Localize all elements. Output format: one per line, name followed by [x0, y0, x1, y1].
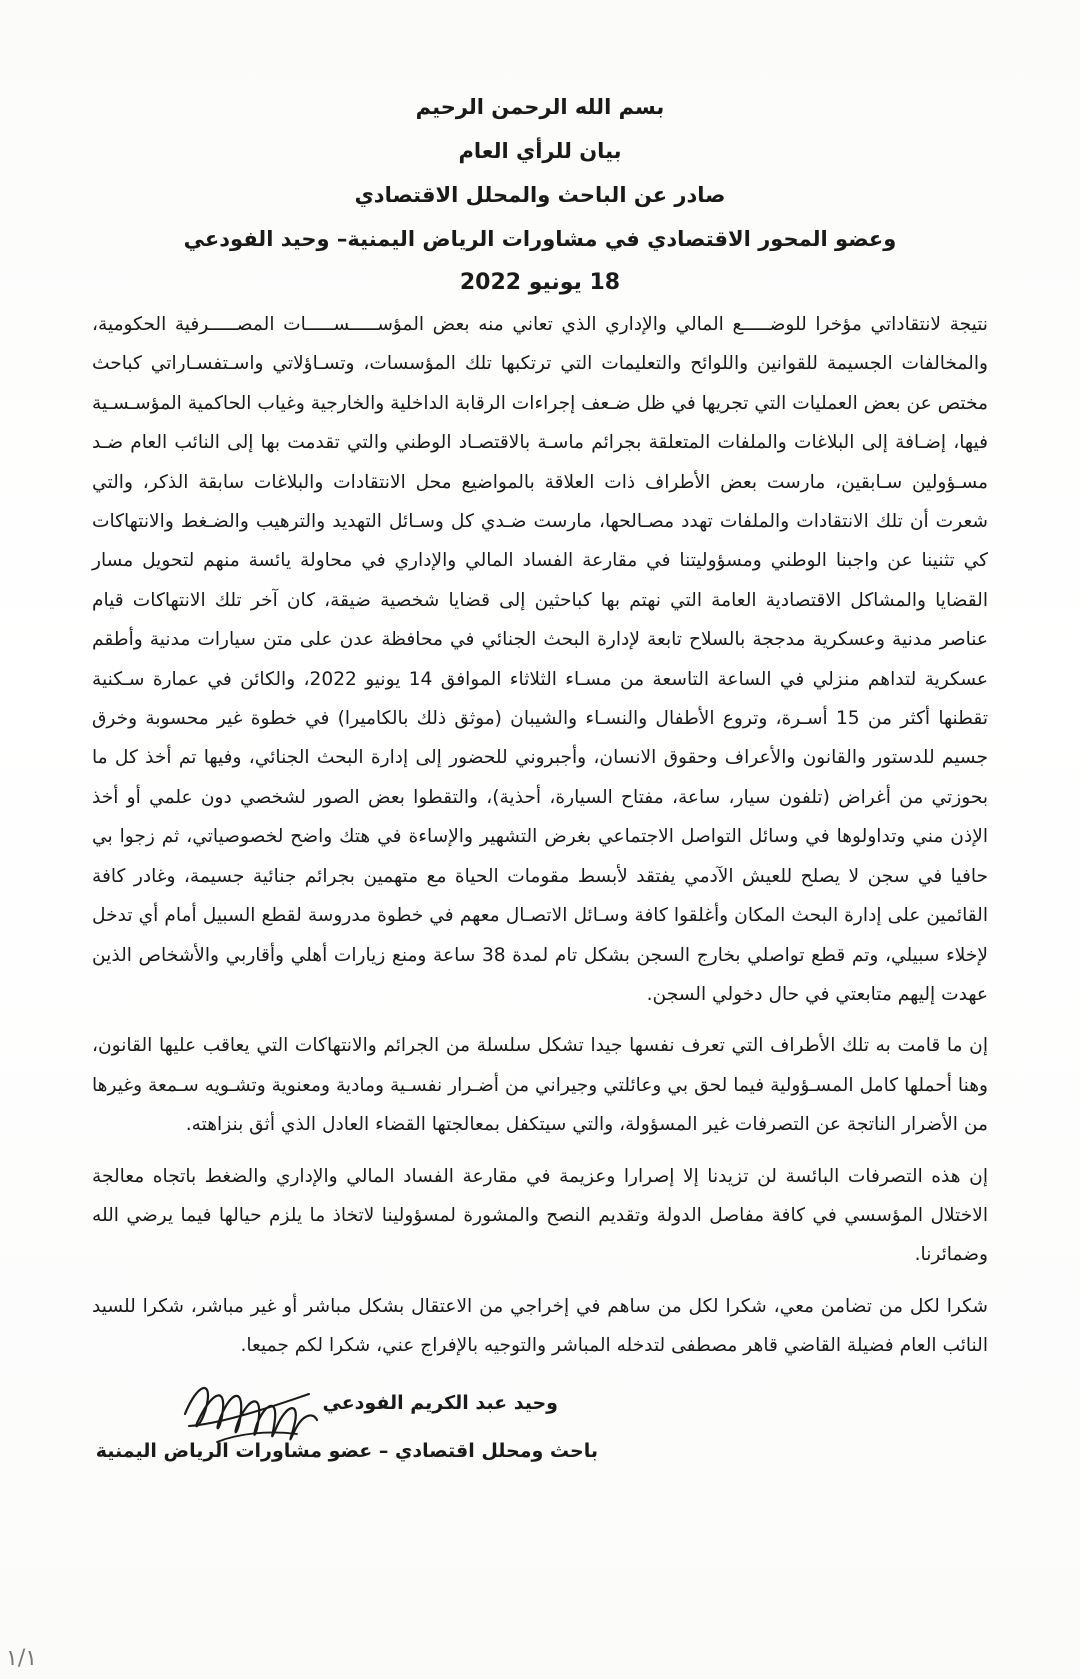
statement-header [92, 85, 988, 305]
statement-title: بيان للرأي العام [458, 139, 622, 163]
page-number: ١/١ [6, 1646, 38, 1671]
issuer-role: وعضو المحور الاقتصادي في مشاورات الرياض اليمنية– وحيد الفودعي [183, 227, 897, 251]
signatory-title: باحث ومحلل اقتصادي – عضو مشاورات الرياض اليمنية [95, 1439, 598, 1462]
paragraph-3: إن هذه التصرفات البائسة لن تزيدنا إلا إصرارا وعزيمة في مقارعة الفساد المالي والإداري والضغط باتجاه معالجة الاختلال المؤسسي في كافة مفاصل الدولة وتقديم النصح والمشورة لمسؤولينا لاتخاذ ما يلزم حيالها فيما يرضي الله وضمائرنا. [92, 1165, 988, 1266]
paragraph-1: نتيجة لانتقاداتي مؤخرا للوضـــــع المالي والإداري الذي تعاني منه بعض المؤســـــســـــات المصـــــرفية الحكومية، والمخالفات الجسيمة للقوانين واللوائح والتعليمات التي ترتكبها تلك المؤسسات، وتسـاؤلاتي واسـتفسـاراتي كباحث مختص عن بعض العمليات التي تجريها في ظل ضـعف إجراءات الرقابة الداخلية والخارجية وغياب الحاكمية المؤسـسـية فيها، إضـافة إلى البلاغات والملفات المتعلقة بجرائم ماسـة بالاقتصـاد الوطني والتي تقدمت بها إلى النائب العام ضـد مسـؤولين سـابقين، مارست بعض الأطراف ذات العلاقة بالمواضيع محل الانتقادات والبلاغات سابقة الذكر، والتي شعرت أن تلك الانتقادات والملفات تهدد مصـالحها، مارست ضـدي كل وسـائل التهديد والترهيب والضـغط والانتهاكات كي تثنينا عن واجبنا الوطني ومسؤوليتنا في مقارعة الفساد المالي والإداري في محاولة يائسة منهم لتحويل مسار القضايا والمشاكل الاقتصادية العامة التي نهتم بها كباحثين إلى قضايا شخصية ضيقة، كان آخر تلك الانتهاكات قيام عناصر مدنية وعسكرية مدججة بالسلاح تابعة لإدارة البحث الجنائي في محافظة عدن على متن سيارات مدنية وأطقم عسكرية لتداهم منزلي في الساعة التاسعة من مسـاء الثلاثاء الموافق 14 يونيو 2022، والكائن في عمارة سـكنية تقطنها أكثر من 15 أسـرة، وتروع الأطفال والنسـاء والشيبان (موثق ذلك بالكاميرا) في خطوة غير محسوبة وخرق جسيم للدستور والقانون والأعراف وحقوق الانسان، وأجبروني للحضور إلى إدارة البحث الجنائي، وفيها تم أخذ كل ما بحوزتي من أغراض (تلفون سيار، ساعة، مفتاح السيارة، أحذية)، والتقطوا بعض الصور لشخصي دون علمي أو أخذ الإذن مني وتداولوها في وسائل التواصل الاجتماعي بغرض التشهير والإساءة في هتك واضح لخصوصياتي، ثم زجوا بي حافيا في سجن لا يصلح للعيش الآدمي يفتقد لأبسط مقومات الحياة مع متهمين بجرائم جنائية جسيمة، وغادر كافة القائمين على إدارة البحث المكان وأغلقوا كافة وسـائل الاتصـال معهم في خطوة مدروسة لقطع السبيل أمام أي تدخل لإخلاء سبيلي، وتم قطع تواصلي بخارج السجن بشكل تام لمدة 38 ساعة ومنع زيارات أهلي وأقاربي والأشخاص الذين عهدت إليهم متابعتي في حال دخولي السجن. [92, 314, 989, 1005]
basmala: بسم الله الرحمن الرحيم [415, 95, 665, 119]
paragraph-4: شكرا لكل من تضامن معي، شكرا لكل من ساهم في إخراجي من الاعتقال بشكل مباشر أو غير مباشر، شكرا للسيد النائب العام فضيلة القاضي قاهر مصطفى لتدخله المباشر والتوجيه بالإفراج عني، شكرا لكم جميعا. [92, 1295, 988, 1357]
paragraph-2: إن ما قامت به تلك الأطراف التي تعرف نفسها جيدا تشكل سلسلة من الجرائم والانتهاكات التي يعاقب عليها القانون، وهنا أحملها كامل المسـؤولية فيما لحق بي وعائلتي وجيراني من أضـرار نفسـية ومادية ومعنوية وتشـويه سـمعة وغيرها من الأضرار الناتجة عن التصرفات غير المسؤولة، والتي سيتكفل بمعالجتها القضاء العادل الذي أثق بنزاهته. [92, 1035, 988, 1136]
statement-date: 18 يونيو 2022 [459, 270, 621, 295]
statement-body [92, 305, 988, 1366]
signatory-name: وحيد عبد الكريم الفودعي [322, 1391, 558, 1414]
signature-block [92, 1382, 988, 1482]
handwritten-signature [177, 1364, 327, 1454]
statement-issuer: صادر عن الباحث والمحلل الاقتصادي [354, 183, 726, 207]
